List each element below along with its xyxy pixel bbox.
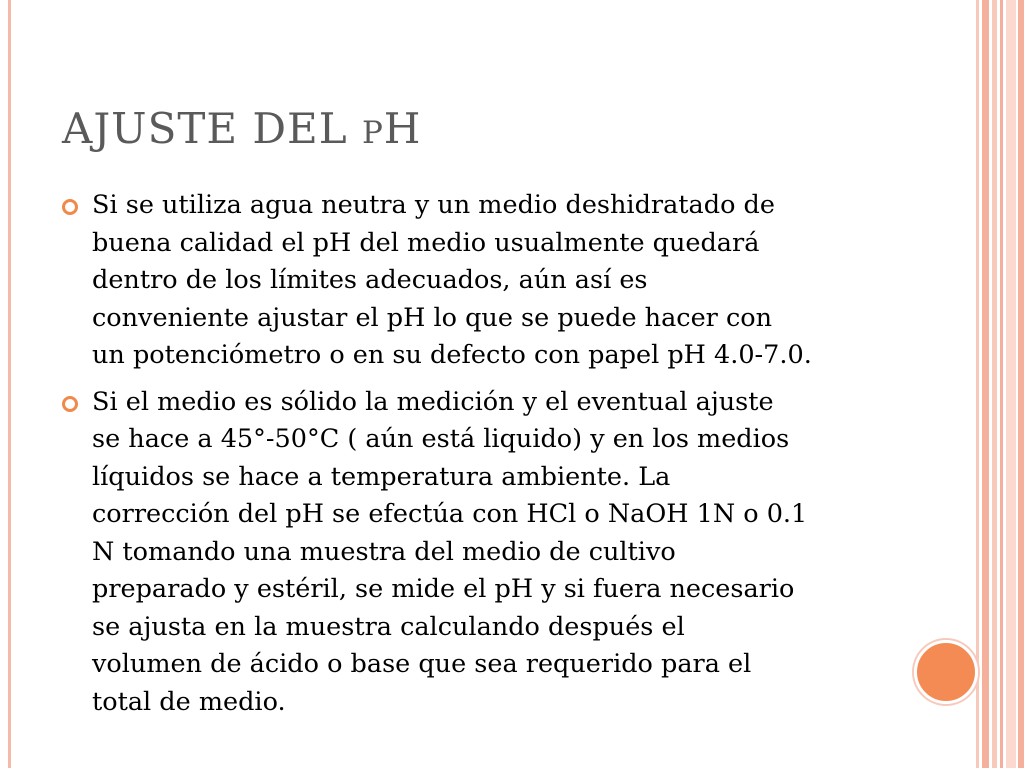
title-end: H	[383, 104, 422, 153]
bullet-line: conveniente ajustar el pH lo que se puede hacer con	[92, 302, 773, 333]
bullet-line: volumen de ácido o base que sea requerido para el	[92, 649, 752, 679]
decorative-orange-circle	[914, 640, 978, 704]
stripe	[1006, 0, 1016, 768]
bullet-item	[62, 187, 892, 375]
left-accent-line	[8, 0, 11, 768]
bullet-line: se hace a 45°-50°C ( aún está liquido) y en los medios	[92, 424, 790, 454]
bullet-line: total de medio.	[92, 686, 286, 717]
stripe	[1000, 0, 1003, 768]
bullet-line: se ajusta en la muestra calculando después el	[92, 611, 685, 642]
bullet-line: Si el medio es sólido la medición y el eventual ajuste	[92, 386, 774, 417]
bullet-line: líquidos se hace a temperatura ambiente. La	[92, 461, 671, 492]
circle-bullet-icon	[62, 396, 78, 412]
right-stripe-band	[976, 0, 1024, 768]
bullet-line: un potenciómetro o en su defecto con papel pH 4.0-7.0.	[92, 340, 812, 370]
bullet-line: buena calidad el pH del medio usualmente quedará	[92, 227, 760, 258]
title-small: P	[361, 115, 384, 151]
bullet-line: corrección del pH se efectúa con HCl o NaOH 1N o 0.1	[92, 499, 808, 529]
stripe	[982, 0, 989, 768]
title-main: AJUSTE DEL	[62, 104, 362, 153]
bullet-line: N tomando una muestra del medio de cultivo	[92, 536, 676, 567]
bullet-line: preparado y estéril, se mide el pH y si fuera necesario	[92, 574, 795, 604]
stripe	[1018, 0, 1024, 768]
stripe	[976, 0, 979, 768]
stripe	[992, 0, 997, 768]
bullet-line: Si se utiliza agua neutra y un medio deshidratado de	[92, 190, 775, 220]
slide-title	[62, 104, 421, 153]
slide-body	[62, 187, 892, 730]
bullet-item	[62, 384, 892, 722]
circle-bullet-icon	[62, 199, 78, 215]
bullet-line: dentro de los límites adecuados, aún así es	[92, 265, 648, 295]
